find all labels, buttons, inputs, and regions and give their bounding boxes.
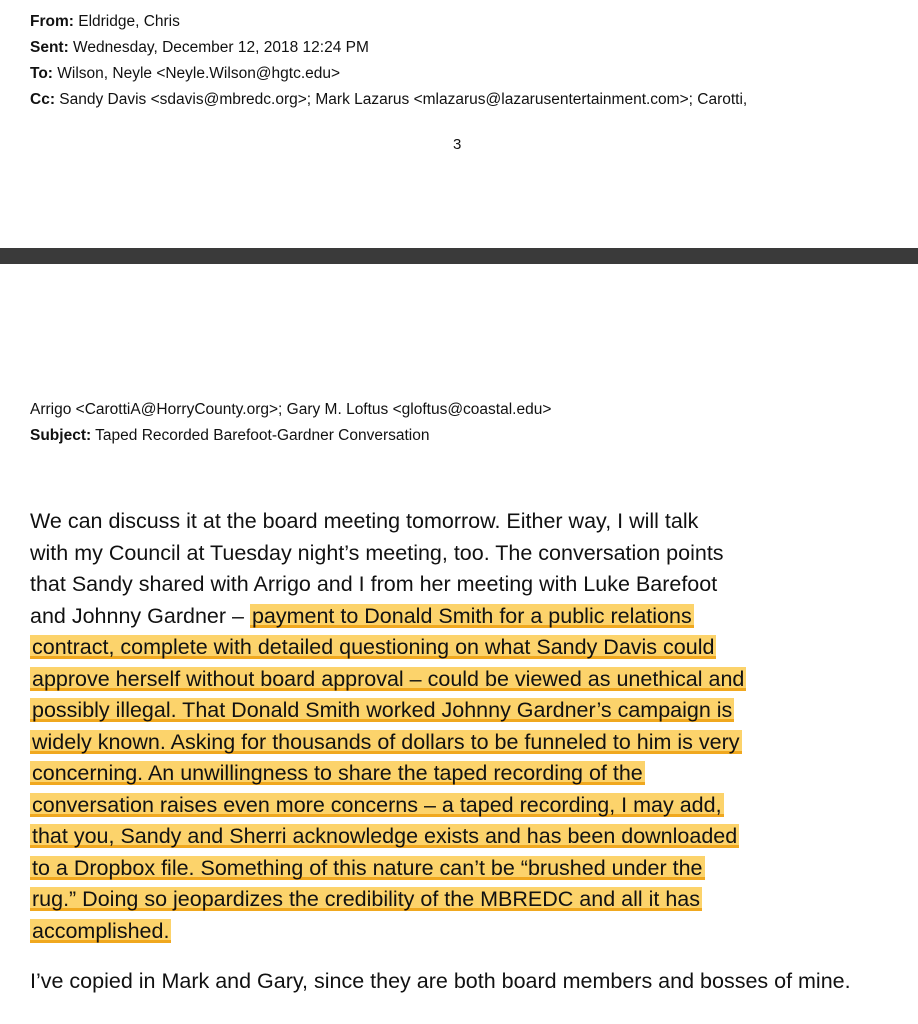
body-line <box>30 632 890 664</box>
highlighted-text: payment to Donald Smith for a public relations <box>251 603 692 628</box>
body-line <box>30 601 890 633</box>
body-line <box>30 695 890 727</box>
body-line <box>30 853 890 885</box>
highlighted-text: concerning. An unwillingness to share the taped recording of the <box>32 761 643 785</box>
highlighted-text: approve herself without board approval – could be viewed as unethical and <box>32 666 745 691</box>
body-line <box>30 790 890 822</box>
highlighted-text: conversation raises even more concerns – a taped recording, I may add, <box>32 792 722 817</box>
highlighted-text: possibly illegal. That Donald Smith worked Johnny Gardner’s campaign is <box>32 698 733 722</box>
highlighted-text: contract, complete with detailed questioning on what Sandy Davis could <box>32 635 715 659</box>
body-line: that Sandy shared with Arrigo and I from her meeting with Luke Barefoot <box>30 572 718 596</box>
cc-continued-value: Arrigo <CarottiA@HorryCounty.org>; Gary M. Loftus <gloftus@coastal.edu> <box>30 401 552 418</box>
body-line: with my Council at Tuesday night’s meeting, too. The conversation points <box>30 540 724 565</box>
sent-label: Sent: <box>30 39 69 56</box>
from-value: Eldridge, Chris <box>73 13 180 30</box>
body-line <box>30 916 890 948</box>
highlighted-text: that you, Sandy and Sherri acknowledge exists and has been downloaded <box>32 824 738 848</box>
subject-label: Subject: <box>30 427 92 444</box>
sent-value: Wednesday, December 12, 2018 12:24 PM <box>68 39 369 56</box>
message-body <box>30 506 890 947</box>
highlighted-text: rug.” Doing so jeopardizes the credibility of the MBREDC and all it has <box>32 887 701 911</box>
from-label: From: <box>30 13 74 30</box>
subject-value: Taped Recorded Barefoot-Gardner Conversation <box>91 427 430 444</box>
body-line <box>30 664 890 696</box>
cc-label: Cc: <box>30 91 55 108</box>
highlighted-text: to a Dropbox file. Something of this nature can’t be “brushed under the <box>32 855 703 880</box>
highlighted-text: accomplished. <box>32 918 170 943</box>
from-line <box>30 10 180 33</box>
cc-line <box>30 88 747 111</box>
closing-paragraph: I’ve copied in Mark and Gary, since they are both board members and bosses of mine. <box>30 969 851 993</box>
page-number: 3 <box>453 136 462 153</box>
to-line <box>30 62 340 85</box>
page-divider <box>0 248 918 264</box>
sent-line <box>30 36 369 59</box>
body-line <box>30 758 890 790</box>
highlighted-text: widely known. Asking for thousands of dollars to be funneled to him is very <box>32 729 740 754</box>
body-line <box>30 727 890 759</box>
body-line <box>30 884 890 916</box>
subject-line <box>30 424 430 447</box>
body-line-plain: and Johnny Gardner – <box>30 603 250 628</box>
cc-continued-line <box>30 398 551 421</box>
to-label: To: <box>30 65 53 82</box>
cc-value: Sandy Davis <sdavis@mbredc.org>; Mark Lazarus <mlazarus@lazarusentertainment.com>; Carotti, <box>54 91 748 108</box>
to-value: Wilson, Neyle <Neyle.Wilson@hgtc.edu> <box>52 65 341 82</box>
body-line: We can discuss it at the board meeting tomorrow. Either way, I will talk <box>30 509 699 533</box>
body-line <box>30 821 890 853</box>
